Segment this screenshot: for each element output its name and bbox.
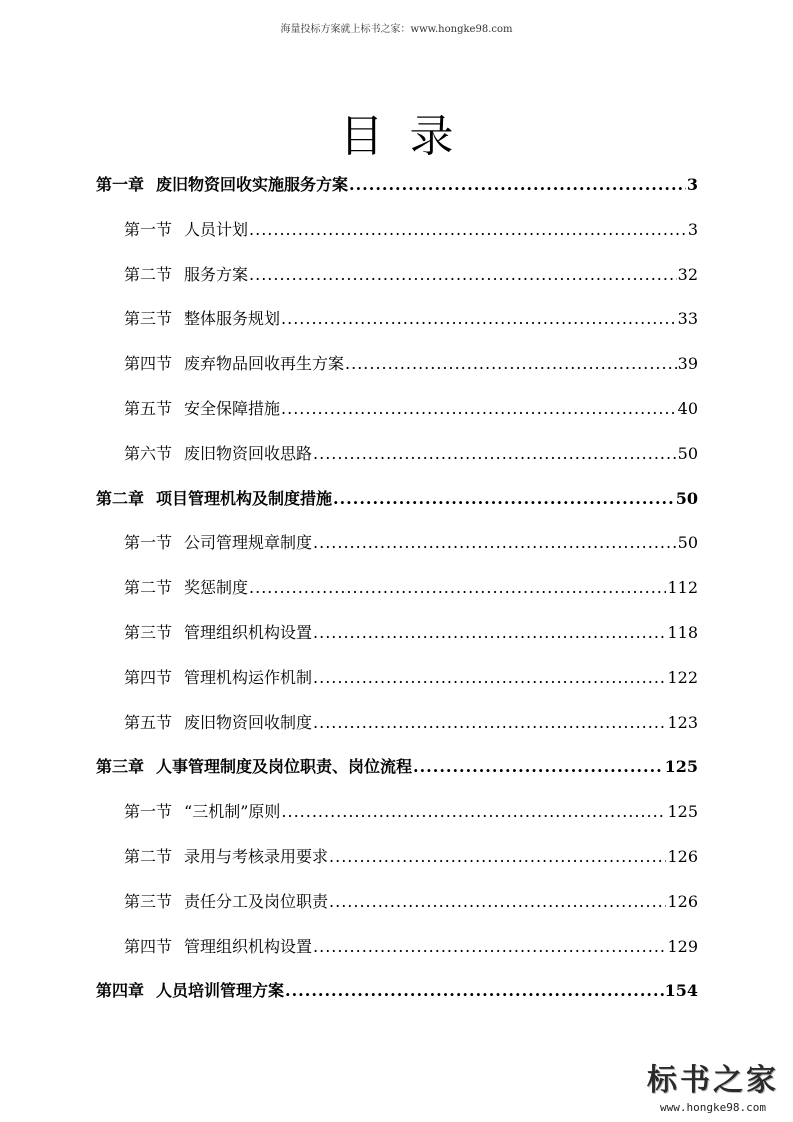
toc-dot-leader bbox=[349, 170, 686, 200]
toc-page-number: 50 bbox=[677, 443, 698, 463]
toc-entry-label: 废旧物资回收实施服务方案 bbox=[156, 175, 349, 194]
toc-section-row[interactable] bbox=[96, 349, 698, 394]
toc-dot-leader bbox=[249, 573, 666, 603]
toc-entry-number: 第二节 bbox=[124, 264, 173, 284]
toc-section-row[interactable] bbox=[96, 439, 698, 484]
toc-page-number: 32 bbox=[677, 264, 698, 284]
toc-entry-number: 第一节 bbox=[124, 533, 173, 553]
toc-entry-label: 废旧物资回收制度 bbox=[184, 712, 313, 732]
toc-section-row[interactable] bbox=[96, 842, 698, 887]
toc-entry-label: 管理组织机构设置 bbox=[184, 622, 313, 642]
toc-entry-label: 安全保障措施 bbox=[184, 398, 281, 418]
toc-dot-leader bbox=[345, 349, 677, 379]
toc-entry-number: 第五节 bbox=[124, 398, 173, 418]
logo bbox=[643, 1055, 783, 1114]
toc-page-number: 33 bbox=[677, 309, 698, 329]
toc-dot-leader bbox=[313, 663, 666, 693]
logo-url: www.hongke98.com bbox=[660, 1101, 766, 1114]
toc-section-row[interactable] bbox=[96, 618, 698, 663]
toc-dot-leader bbox=[313, 932, 666, 962]
toc-entry-label: 奖惩制度 bbox=[184, 578, 249, 598]
toc-page-number: 126 bbox=[667, 891, 698, 911]
toc-page-number: 129 bbox=[667, 936, 698, 956]
toc-section-row[interactable] bbox=[96, 215, 698, 260]
toc-page-number: 123 bbox=[667, 712, 698, 732]
toc-entry-number: 第一节 bbox=[124, 219, 173, 239]
logo-text: 标书之家 bbox=[647, 1063, 779, 1098]
toc-page-number: 122 bbox=[667, 667, 698, 687]
toc-entry-number: 第一节 bbox=[124, 802, 173, 822]
toc-entry-label: 人员计划 bbox=[184, 219, 249, 239]
page-title: 目录 bbox=[339, 111, 480, 162]
toc-section-row[interactable] bbox=[96, 573, 698, 618]
toc-entry-number: 第四节 bbox=[124, 354, 173, 374]
toc-chapter-row[interactable] bbox=[96, 170, 698, 215]
toc-entry-number: 第五节 bbox=[124, 712, 173, 732]
toc-dot-leader bbox=[249, 260, 677, 290]
toc-entry-number: 第三节 bbox=[124, 622, 173, 642]
toc-page-number: 50 bbox=[675, 488, 698, 508]
toc-dot-leader bbox=[249, 215, 687, 245]
toc-page-number: 40 bbox=[677, 398, 698, 418]
toc-page-number: 125 bbox=[667, 802, 698, 822]
toc-entry-label: 废弃物品回收再生方案 bbox=[184, 354, 345, 374]
toc-entry-number: 第二节 bbox=[124, 578, 173, 598]
toc-page-number: 154 bbox=[664, 981, 698, 1001]
toc-section-row[interactable] bbox=[96, 304, 698, 349]
toc-dot-leader bbox=[313, 439, 677, 469]
toc-dot-leader bbox=[329, 887, 666, 917]
toc-dot-leader bbox=[333, 484, 675, 514]
toc-dot-leader bbox=[413, 752, 664, 782]
toc-section-row[interactable] bbox=[96, 663, 698, 708]
toc-entry-number: 第三节 bbox=[124, 891, 173, 911]
table-of-contents bbox=[96, 170, 698, 1021]
header-note: 海量投标方案就上标书之家：www.hongke98.com bbox=[280, 24, 513, 35]
toc-entry-label: 人员培训管理方案 bbox=[156, 981, 285, 1001]
toc-entry-number: 第六节 bbox=[124, 443, 173, 463]
toc-page-number: 125 bbox=[664, 757, 698, 777]
toc-section-row[interactable] bbox=[96, 932, 698, 977]
toc-section-row[interactable] bbox=[96, 708, 698, 753]
toc-page-number: 118 bbox=[667, 622, 698, 642]
toc-entry-number: 第四节 bbox=[124, 667, 173, 687]
toc-chapter-row[interactable] bbox=[96, 976, 698, 1021]
toc-page-number: 3 bbox=[686, 175, 698, 194]
toc-entry-number: 第三节 bbox=[124, 309, 173, 329]
toc-entry-label: “三机制”原则 bbox=[184, 802, 281, 822]
toc-page-number: 39 bbox=[677, 354, 698, 374]
toc-section-row[interactable] bbox=[96, 797, 698, 842]
toc-entry-number: 第一章 bbox=[96, 175, 145, 194]
toc-page-number: 50 bbox=[677, 533, 698, 553]
toc-page-number: 3 bbox=[687, 219, 698, 239]
toc-dot-leader bbox=[329, 842, 666, 872]
toc-entry-label: 录用与考核录用要求 bbox=[184, 846, 329, 866]
toc-entry-number: 第四节 bbox=[124, 936, 173, 956]
toc-entry-label: 责任分工及岗位职责 bbox=[184, 891, 329, 911]
toc-entry-label: 整体服务规划 bbox=[184, 309, 281, 329]
toc-dot-leader bbox=[313, 708, 666, 738]
toc-dot-leader bbox=[313, 528, 677, 558]
toc-entry-label: 人事管理制度及岗位职责、岗位流程 bbox=[156, 757, 413, 777]
toc-dot-leader bbox=[285, 976, 664, 1006]
toc-entry-number: 第三章 bbox=[96, 757, 145, 777]
toc-dot-leader bbox=[281, 797, 666, 827]
toc-section-row[interactable] bbox=[96, 394, 698, 439]
toc-chapter-row[interactable] bbox=[96, 752, 698, 797]
toc-page-number: 126 bbox=[667, 846, 698, 866]
toc-entry-label: 公司管理规章制度 bbox=[184, 533, 313, 553]
toc-dot-leader bbox=[313, 618, 666, 648]
toc-entry-label: 废旧物资回收思路 bbox=[184, 443, 313, 463]
toc-entry-label: 项目管理机构及制度措施 bbox=[156, 488, 333, 508]
toc-entry-label: 管理组织机构设置 bbox=[184, 936, 313, 956]
toc-chapter-row[interactable] bbox=[96, 484, 698, 529]
toc-dot-leader bbox=[281, 304, 677, 334]
toc-section-row[interactable] bbox=[96, 887, 698, 932]
toc-section-row[interactable] bbox=[96, 260, 698, 305]
toc-dot-leader bbox=[281, 394, 677, 424]
toc-section-row[interactable] bbox=[96, 528, 698, 573]
toc-entry-label: 管理机构运作机制 bbox=[184, 667, 313, 687]
toc-entry-number: 第四章 bbox=[96, 981, 145, 1001]
toc-entry-number: 第二章 bbox=[96, 488, 145, 508]
toc-entry-label: 服务方案 bbox=[184, 264, 249, 284]
toc-page-number: 112 bbox=[667, 578, 698, 598]
toc-entry-number: 第二节 bbox=[124, 846, 173, 866]
